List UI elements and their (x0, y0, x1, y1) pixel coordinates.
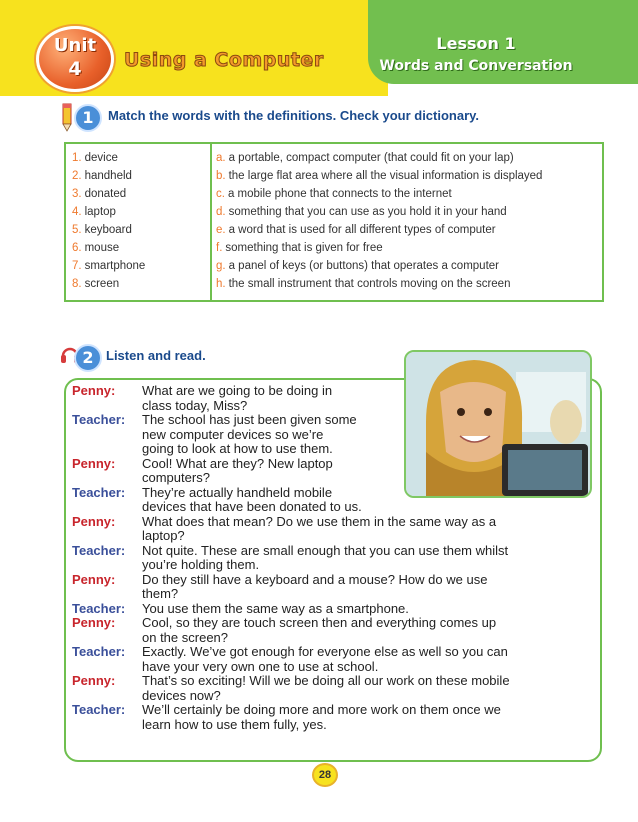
dialogue-text: on the screen? (142, 629, 229, 645)
definition-letter: h. (216, 278, 226, 290)
definition-item (216, 242, 542, 260)
dialogue-text: have your very own one to use at school. (142, 658, 379, 674)
speaker-name (72, 544, 142, 559)
dialogue-line (72, 486, 596, 501)
word-number: 7. (72, 260, 82, 272)
word-list (72, 152, 145, 296)
dialogue-text: The school has just been given some (142, 412, 357, 427)
speaker-label: Teacher (72, 412, 121, 427)
dialogue-text: computers? (142, 470, 210, 485)
speaker-label: Teacher (72, 484, 121, 500)
dialogue-line (72, 544, 596, 559)
dialogue-line (72, 703, 596, 718)
match-divider (210, 144, 212, 300)
word-number: 3. (72, 188, 82, 200)
definition-letter: g. (216, 260, 226, 272)
definition-text: something that you can use as you hold it in your hand (228, 206, 507, 218)
exercise-1-number: 1 (74, 104, 102, 132)
dialogue-text: you’re holding them. (142, 557, 260, 572)
unit-number: 4 (68, 58, 82, 80)
speaker-label: Teacher (72, 600, 121, 616)
dialogue-text: What does that mean? Do we use them in the same way as a (142, 513, 497, 529)
dialogue-text: devices that have been donated to us. (142, 499, 362, 514)
word-text: keyboard (84, 224, 132, 236)
speaker-colon: : (120, 484, 126, 500)
word-text: laptop (84, 206, 116, 218)
dialogue-text: What are we going to be doing in (142, 383, 333, 398)
word-number: 4. (72, 206, 82, 218)
definition-letter: f. (216, 242, 223, 254)
definition-item (216, 188, 542, 206)
definition-list (216, 152, 542, 296)
speaker-name (72, 529, 142, 544)
definition-letter: b. (216, 170, 226, 182)
dialogue-line (72, 500, 596, 515)
unit-label: Unit (53, 35, 97, 56)
dialogue-line (72, 413, 596, 428)
dialogue-line (72, 689, 596, 704)
definition-item (216, 260, 542, 278)
dialogue-line (72, 587, 596, 602)
speaker-colon: : (111, 383, 116, 398)
speaker-name (72, 457, 142, 472)
speaker-label: Teacher (72, 644, 121, 659)
definition-text: a mobile phone that connects to the internet (227, 188, 452, 200)
speaker-colon: : (111, 455, 116, 471)
speaker-label: Penny (72, 615, 112, 630)
word-number: 1. (72, 152, 82, 164)
word-item (72, 152, 145, 170)
match-table (64, 142, 604, 302)
definition-letter: a. (216, 152, 226, 164)
definition-item (216, 152, 542, 170)
definition-text: a panel of keys (or buttons) that operates a computer (228, 260, 499, 272)
word-text: mouse (84, 242, 120, 254)
word-number: 6. (72, 242, 82, 254)
word-item (72, 224, 145, 242)
speaker-colon: : (111, 571, 116, 587)
dialogue-text: Not quite. These are small enough that you can use them whilst (142, 542, 509, 558)
speaker-name (72, 602, 142, 617)
speaker-colon: : (120, 412, 126, 427)
speaker-name (72, 471, 142, 486)
speaker-name (72, 558, 142, 573)
definition-item (216, 278, 542, 296)
dialogue-line (72, 428, 596, 443)
dialogue-line (72, 558, 596, 573)
speaker-label: Penny (72, 383, 112, 398)
exercise-2-number: 2 (74, 344, 102, 372)
speaker-colon: : (111, 615, 116, 630)
speaker-name (72, 616, 142, 631)
speaker-name (72, 486, 142, 501)
speaker-colon: : (111, 673, 116, 688)
speaker-name (72, 645, 142, 660)
dialogue-text: Cool, so they are touch screen then and everything comes up (142, 615, 497, 630)
unit-title: Using a Computer (124, 49, 324, 71)
definition-text: the large flat area where all the visual information is displayed (228, 170, 543, 182)
definition-text: something that is given for free (225, 242, 383, 254)
dialogue-text: You use them the same way as a smartphone. (142, 600, 409, 616)
dialogue-text: Do they still have a keyboard and a mouse? How do we use (142, 571, 488, 587)
dialogue-text: them? (142, 586, 179, 601)
word-text: handheld (84, 170, 132, 182)
speaker-label: Penny (72, 455, 112, 471)
speaker-name (72, 573, 142, 588)
word-item (72, 170, 145, 188)
dialogue-line (72, 457, 596, 472)
pencil-icon (60, 102, 74, 132)
dialogue-line (72, 616, 596, 631)
word-text: smartphone (84, 260, 146, 272)
dialogue-line (72, 442, 596, 457)
dialogue-line (72, 674, 596, 689)
speaker-name (72, 399, 142, 414)
speaker-name (72, 442, 142, 457)
definition-letter: e. (216, 224, 226, 236)
word-item (72, 278, 145, 296)
unit-badge (36, 26, 114, 92)
speaker-name (72, 674, 142, 689)
page-number: 28 (312, 763, 338, 787)
speaker-name (72, 631, 142, 646)
dialogue-line (72, 399, 596, 414)
word-item (72, 242, 145, 260)
dialogue-line (72, 573, 596, 588)
word-item (72, 188, 145, 206)
speaker-name (72, 384, 142, 399)
definition-text: a portable, compact computer (that could fit on your lap) (228, 152, 514, 164)
exercise-1-instruction: Match the words with the definitions. Check your dictionary. (108, 108, 480, 123)
dialogue-text: new computer devices so we’re (142, 426, 324, 442)
speaker-label: Penny (72, 571, 112, 587)
dialogue-line (72, 631, 596, 646)
speaker-colon: : (111, 513, 116, 529)
dialogue-line (72, 529, 596, 544)
definition-text: a word that is used for all different types of computer (228, 224, 496, 236)
speaker-name (72, 428, 142, 443)
dialogue-text: Exactly. We’ve got enough for everyone else as well so you can (142, 644, 508, 659)
word-text: device (84, 152, 118, 164)
speaker-label: Penny (72, 513, 112, 529)
word-number: 2. (72, 170, 82, 182)
speaker-name (72, 660, 142, 675)
speaker-colon: : (120, 644, 126, 659)
dialogue-line (72, 515, 596, 530)
dialogue-line (72, 602, 596, 617)
dialogue-text: That’s so exciting! Will we be doing all our work on these mobile (142, 673, 510, 688)
dialogue-text: going to look at how to use them. (142, 441, 333, 456)
word-number: 8. (72, 278, 82, 290)
dialogue-text: learn how to use them fully, yes. (142, 716, 327, 732)
speaker-name (72, 500, 142, 515)
definition-letter: c. (216, 188, 225, 200)
dialogue-text: devices now? (142, 687, 221, 703)
word-text: screen (84, 278, 120, 290)
lesson-subtitle: Words and Conversation (379, 58, 573, 74)
word-number: 5. (72, 224, 82, 236)
speaker-name (72, 718, 142, 733)
speaker-colon: : (120, 702, 126, 717)
dialogue (72, 384, 596, 732)
definition-letter: d. (216, 206, 226, 218)
word-text: donated (84, 188, 127, 200)
speaker-label: Teacher (72, 702, 121, 717)
dialogue-line (72, 645, 596, 660)
dialogue-text: They’re actually handheld mobile (142, 484, 333, 500)
dialogue-text: Cool! What are they? New laptop (142, 455, 333, 471)
word-item (72, 206, 145, 224)
speaker-name (72, 689, 142, 704)
speaker-colon: : (120, 542, 126, 558)
dialogue-text: class today, Miss? (142, 397, 248, 413)
speaker-name (72, 587, 142, 602)
speaker-colon: : (120, 600, 126, 616)
speaker-label: Penny (72, 673, 112, 688)
speaker-name (72, 515, 142, 530)
lesson-title: Lesson 1 (436, 34, 516, 53)
definition-item (216, 206, 542, 224)
dialogue-text: We’ll certainly be doing more and more work on them once we (142, 702, 501, 717)
definition-text: the small instrument that controls moving on the screen (228, 278, 511, 290)
exercise-2-instruction: Listen and read. (106, 348, 206, 363)
dialogue-line (72, 471, 596, 486)
dialogue-line (72, 660, 596, 675)
definition-item (216, 170, 542, 188)
dialogue-text: laptop? (142, 528, 185, 543)
dialogue-line (72, 384, 596, 399)
dialogue-line (72, 718, 596, 733)
speaker-name (72, 703, 142, 718)
speaker-label: Teacher (72, 542, 121, 558)
definition-item (216, 224, 542, 242)
speaker-name (72, 413, 142, 428)
word-item (72, 260, 145, 278)
